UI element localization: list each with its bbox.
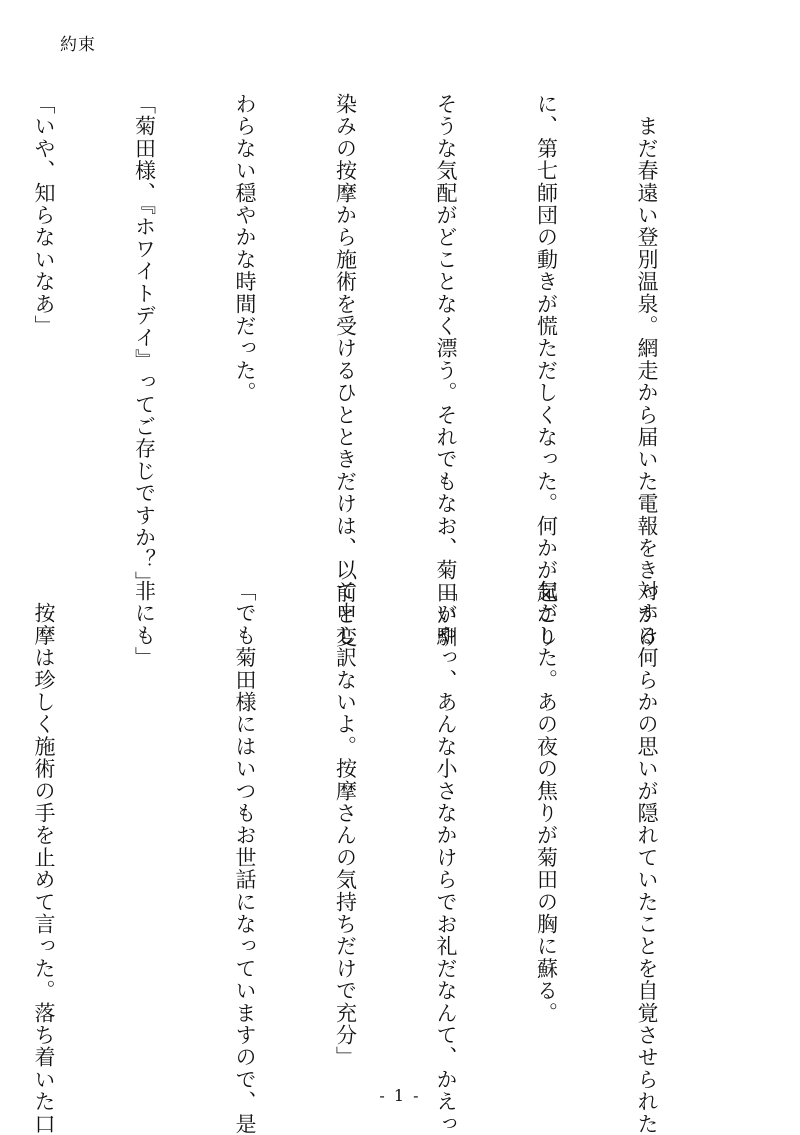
text-line: 非にも」 (132, 580, 157, 669)
text-line: わらない穏やかな時間だった。 (233, 93, 257, 404)
text-line: 按摩は珍しく施術の手を止めて言った。落ち着いた口 (32, 580, 56, 1135)
text-line: て申し訳ないよ。按摩さんの気持ちだけで充分」 (333, 580, 358, 1069)
text-line: 「でも菊田様にはいつもお世話になっていますので、是 (233, 580, 257, 1135)
text-line: まだ春遠い登別温泉。網走から届いた電報をきっかけ (635, 93, 659, 648)
header-title: 約束 (60, 35, 96, 55)
text-line: に、第七師団の動きが慌ただしくなった。何かが起こり (534, 93, 559, 648)
text-line: そうな気配がどことなく漂う。それでもなお、菊田が馴 (434, 93, 458, 648)
text-line: 「いや、知らないなあ」 (32, 93, 56, 338)
text-line: 対する何らかの思いが隠れていたことを自覚させられた (635, 580, 659, 1135)
text-line: 「いやっ、あんな小さなかけらでお礼だなんて、かえっ (434, 580, 458, 1135)
page-number: - 1 - (379, 1086, 421, 1105)
text-block-bottom (0, 580, 730, 1135)
text-line: 気がした。あの夜の焦りが菊田の胸に蘇る。 (534, 580, 559, 1024)
text-line: 染みの按摩から施術を受けるひとときだけは、以前と変 (333, 93, 358, 648)
text-line: 「菊田様、『ホワイトデイ』ってご存じですか？」 (132, 93, 157, 594)
